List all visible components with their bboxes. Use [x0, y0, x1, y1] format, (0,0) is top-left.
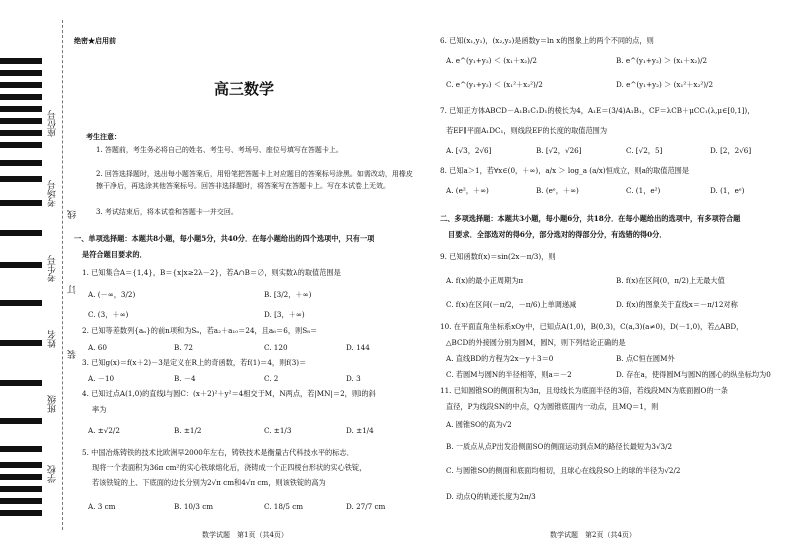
school-label: 学校 — [48, 465, 58, 483]
q10-option-b: B. 点C恒在圆M外 — [616, 354, 675, 363]
seat-label: 座位号 — [48, 110, 58, 137]
section2-heading: 二、多项选择题：本题共3小题，每小题6分，共18分．在每小题给出的选项中，有多项符合题 — [440, 214, 741, 223]
page-2 — [440, 0, 790, 549]
question-11: 11. 已知圆锥SO的侧面积为3π，且母线长为底面半径的3倍，若线段MN为底面圆O的一条 — [440, 386, 728, 395]
candidate-no-label: 考生号 — [48, 255, 58, 282]
question-7: 7. 已知正方体ABCD－A₁B₁C₁D₁的棱长为4，A₁E＝(3/4)A₁B₁，CF＝λCB＋μCC₁(λ,μ∈[0,1])， — [440, 106, 755, 115]
q7-option-d: D. [2，2√6] — [710, 146, 752, 155]
q8-option-a: A. (e²，＋∞) — [446, 186, 489, 195]
q6-option-a: A. e^(y₁+y₂) ＜ (x₁＋x₂)/2 — [446, 56, 537, 65]
q5-option-b: B. 10/3 cm — [174, 502, 214, 511]
cut-line — [62, 20, 63, 530]
section1-heading-cont: 是符合题目要求的． — [82, 250, 147, 259]
question-10-cont: △BCD的外接圆分别为圆M，圆N，则下列结论正确的是 — [446, 338, 626, 347]
q8-option-b: B. (eᵉ，＋∞) — [536, 186, 579, 195]
q2-option-c: C. 120 — [264, 343, 288, 352]
q2-option-d: D. 144 — [346, 343, 370, 352]
q9-option-d: D. f(x)的图象关于直线x＝－π/12对称 — [616, 300, 738, 309]
class-label: 班级 — [48, 395, 58, 413]
q1-option-d: D. [3，＋∞) — [264, 310, 305, 319]
section1-heading: 一、单项选择题：本题共8小题，每小题5分，共40分．在每小题给出的四个选项中，只有一项 — [74, 234, 375, 243]
q7-option-a: A. [√3，2√6] — [446, 146, 492, 155]
question-5-cont: 现将一个表面积为36π cm²的实心铁球熔化后，浇铸成一个正四棱台形状的实心铁锭， — [92, 463, 367, 472]
secret-mark: 绝密★启用前 — [74, 36, 116, 45]
question-10: 10. 在平面直角坐标系xOy中，已知点A(1,0)，B(0,3)，C(a,3)(a≠0)，D(－1,0)，若△ABD， — [440, 322, 744, 331]
question-9: 9. 已知函数f(x)＝sin(2x－π/3)，则 — [440, 252, 556, 261]
question-7-cont: 若EF∥平面A₁DC₁，则线段EF的长度的取值范围为 — [446, 126, 608, 135]
q6-option-c: C. e^(y₁+y₂) ＜ (x₁²＋x₂²)/2 — [446, 80, 543, 89]
notice-2: 2. 回答选择题时，选出每小题答案后，用铅笔把答题卡上对应题目的答案标号涂黑。如需改动，用橡皮擦干净后，再选涂其他答案标号。回答非选择题时，将答案写在答题卡上。写在本试卷上无效。 — [96, 170, 413, 190]
binding-fields — [42, 0, 78, 549]
q11-option-b: B. 一质点从点P出发沿侧面SO的侧面运动到点M的路径长最短为3√3/2 — [446, 442, 673, 451]
q10-option-d: D. 存在a，使得圆M与圆N的圆心的纵坐标均为0 — [616, 370, 771, 379]
q2-option-a: A. 60 — [88, 343, 107, 352]
q8-option-d: D. (1，eᵉ) — [710, 186, 745, 195]
q9-option-c: C. f(x)在区间(－π/2，－π/6)上单调递减 — [446, 300, 577, 309]
page-1-footer: 数学试题 第1页（共4页） — [202, 531, 288, 539]
question-11-cont: 直径，P为线段SN的中点，Q为圆锥底面内一动点，且MQ＝1，则 — [446, 402, 659, 411]
notice-3: 3. 考试结束后，将本试卷和答题卡一并交回。 — [96, 208, 238, 216]
q4-option-d: D. ±1/4 — [346, 426, 374, 435]
q11-option-d: D. 动点Q的轨迹长度为2π/3 — [446, 492, 536, 501]
page-2-footer: 数学试题 第2页（共4页） — [550, 531, 636, 539]
bind-label: 装 — [68, 350, 78, 359]
q11-option-a: A. 圆锥SO的高为√2 — [446, 420, 512, 429]
question-8: 8. 已知a＞1，若∀x∈(0，＋∞)，a/x ＞ log_a (a/x)恒成立，则a的取值范围是 — [440, 166, 690, 175]
q6-option-b: B. e^(y₁+y₂) ＞ (x₁＋x₂)/2 — [616, 56, 708, 65]
q3-option-c: C. 2 — [264, 374, 279, 383]
q10-option-a: A. 直线BD的方程为2x－y＋3＝0 — [446, 354, 554, 363]
q3-option-a: A. －10 — [88, 374, 115, 383]
question-4: 4. 已知过点A(1,0)的直线l与圆C：(x＋2)²＋y²＝4相交于M，N两点，若|MN|＝2，则l的斜 — [82, 389, 376, 398]
question-5-cont2: 若该铁锭的上、下底面的边长分别为2√π cm和4√π cm，则该铁锭的高为 — [92, 478, 326, 487]
q2-option-b: B. 72 — [174, 343, 193, 352]
section2-heading-cont: 目要求．全部选对的得6分，部分选对的得部分分，有选错的得0分． — [448, 230, 667, 239]
q5-option-c: C. 18/5 cm — [264, 502, 304, 511]
q1-option-a: A. (－∞，3/2) — [88, 290, 136, 299]
q1-option-b: B. [3/2，＋∞) — [264, 290, 312, 299]
q7-option-c: C. [√2，5] — [626, 146, 663, 155]
page-title: 高三数学 — [214, 80, 275, 98]
q3-option-b: B. －4 — [174, 374, 196, 383]
q6-option-d: D. e^(y₁+y₂) ＞ (x₁²＋x₂²)/2 — [616, 80, 714, 89]
q4-option-a: A. ±√2/2 — [88, 426, 120, 435]
q5-option-d: D. 27/7 cm — [346, 502, 386, 511]
q8-option-c: C. (1，e²) — [626, 186, 661, 195]
question-2: 2. 已知等差数列{aₙ}的前n项和为Sₙ，若a₂＋a₁₀＝24，且a₆＝6，则S₈＝ — [82, 326, 318, 335]
q7-option-b: B. [√2，√26] — [536, 146, 582, 155]
cut-line-label: 线 — [68, 210, 78, 219]
question-3: 3. 已知g(x)＝f(x＋2)－3是定义在R上的奇函数，若f(1)＝4，则f(3)＝ — [82, 358, 307, 367]
question-6: 6. 已知(x₁,y₁)，(x₂,y₂)是函数y＝ln x的图象上的两个不同的点，则 — [440, 36, 654, 45]
notice-1: 1. 答题前，考生务必将自己的姓名、考生号、考场号、座位号填写在答题卡上。 — [96, 146, 343, 154]
binding-stripe-strip — [0, 0, 42, 549]
q10-option-c: C. 若圆M与圆N的半径相等，则a＝－2 — [446, 370, 572, 379]
q3-option-d: D. 3 — [346, 374, 361, 383]
q1-option-c: C. (3，＋∞) — [88, 310, 129, 319]
question-1: 1. 已知集合A＝{1,4}，B＝{x|x≥2λ－2}，若A∩B＝∅，则实数λ的取值范围是 — [82, 268, 341, 277]
q4-option-c: C. ±1/3 — [264, 426, 292, 435]
notice-title: 考生注意： — [86, 132, 121, 141]
question-5: 5. 中国冶炼铸铁的技术比欧洲早2000年左右，铸铁技术是衡量古代科技水平的标志． — [82, 448, 354, 457]
page-1 — [74, 0, 424, 549]
q11-option-c: C. 与圆锥SO的侧面和底面均相切，且球心在线段SO上的球的半径为√2/2 — [446, 466, 681, 475]
q4-option-b: B. ±1/2 — [174, 426, 202, 435]
q9-option-a: A. f(x)的最小正周期为π — [446, 276, 524, 285]
exam-room-label: 考场号 — [48, 180, 58, 207]
q5-option-a: A. 3 cm — [88, 502, 116, 511]
q9-option-b: B. f(x)在区间(0，π/2)上无最大值 — [616, 276, 725, 285]
staple-label: 订 — [68, 285, 78, 294]
question-4-cont: 率为 — [92, 405, 107, 414]
name-label: 姓名 — [48, 330, 58, 348]
